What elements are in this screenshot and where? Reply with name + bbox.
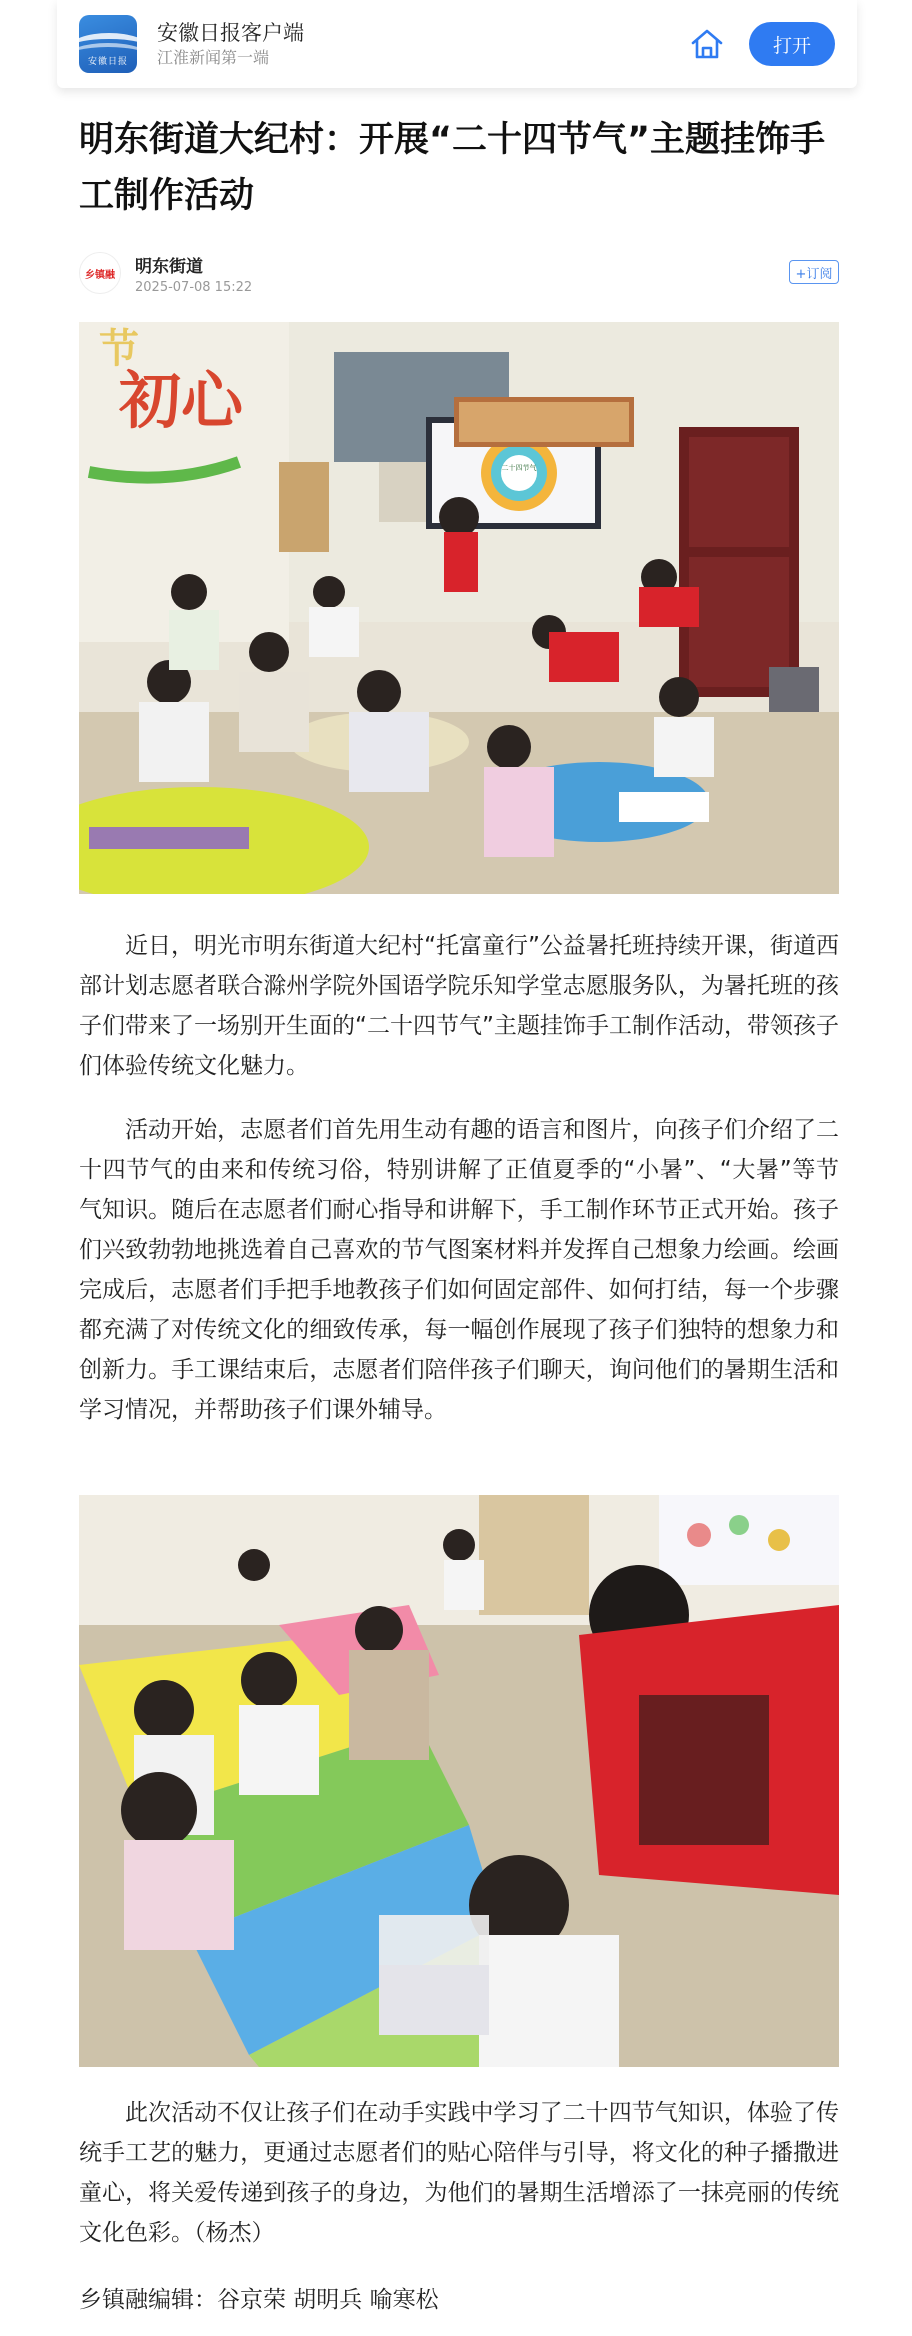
home-icon bbox=[689, 27, 725, 61]
article-photo-2 bbox=[79, 1495, 839, 2067]
author-row bbox=[79, 248, 839, 304]
open-app-button[interactable]: 打开 bbox=[749, 22, 835, 66]
home-button[interactable] bbox=[687, 24, 727, 64]
app-download-banner bbox=[57, 0, 857, 88]
svg-text:节: 节 bbox=[99, 326, 139, 372]
editor-credit: 乡镇融编辑：谷京荣 胡明兵 喻寒松 bbox=[79, 2287, 439, 2313]
app-logo bbox=[79, 15, 137, 73]
author-avatar-text: 乡镇融 bbox=[85, 269, 115, 281]
author-avatar[interactable] bbox=[79, 252, 121, 294]
app-meta bbox=[157, 19, 687, 69]
board-text: 二十四节气 bbox=[501, 464, 537, 472]
article-paragraph-3: 此次活动不仅让孩子们在动手实践中学习了二十四节气知识，体验了传统手工艺的魅力，更通过志愿者们的贴心陪伴与引导，将文化的种子播撒进童心，将关爱传递到孩子的身边，为他们的暑期生活增添了一抹亮丽的传统文化色彩。（杨杰） bbox=[79, 2100, 839, 2246]
app-slogan: 江淮新闻第一端 bbox=[157, 48, 270, 67]
subscribe-button[interactable]: +订阅 bbox=[789, 260, 839, 284]
article-paragraph-2: 活动开始，志愿者们首先用生动有趣的语言和图片，向孩子们介绍了二十四节气的由来和传统习俗，特别讲解了正值夏季的“小暑”、“大暑”等节气知识。随后在志愿者们耐心指导和讲解下，手工制作环节正式开始。孩子们兴致勃勃地挑选着自己喜欢的节气图案材料并发挥自己想象力绘画。绘画完成后，志愿者们手把手地教孩子们如何固定部件、如何打结，每一个步骤都充满了对传统文化的细致传承，每一幅创作展现了孩子们独特的想象力和创新力。手工课结束后，志愿者们陪伴孩子们聊天，询问他们的暑期生活和学习情况，并帮助孩子们课外辅导。 bbox=[79, 1117, 839, 1423]
author-name[interactable]: 明东街道 bbox=[135, 257, 203, 277]
app-logo-text: 安徽日报 bbox=[87, 57, 128, 67]
wall-slogan-text: 初心 bbox=[119, 364, 244, 437]
article-paragraph-1: 近日，明光市明东街道大纪村“托富童行”公益暑托班持续开课，街道西部计划志愿者联合滁州学院外国语学院乐知学堂志愿服务队，为暑托班的孩子们带来了一场别开生面的“二十四节气”主题挂饰手工制作活动，带领孩子们体验传统文化魅力。 bbox=[79, 933, 839, 1079]
article-photo-1 bbox=[79, 322, 839, 894]
app-name: 安徽日报客户端 bbox=[157, 21, 304, 45]
publish-time: 2025-07-08 15:22 bbox=[135, 280, 253, 295]
article-title: 明东街道大纪村：开展“二十四节气”主题挂饰手工制作活动 bbox=[79, 120, 826, 216]
